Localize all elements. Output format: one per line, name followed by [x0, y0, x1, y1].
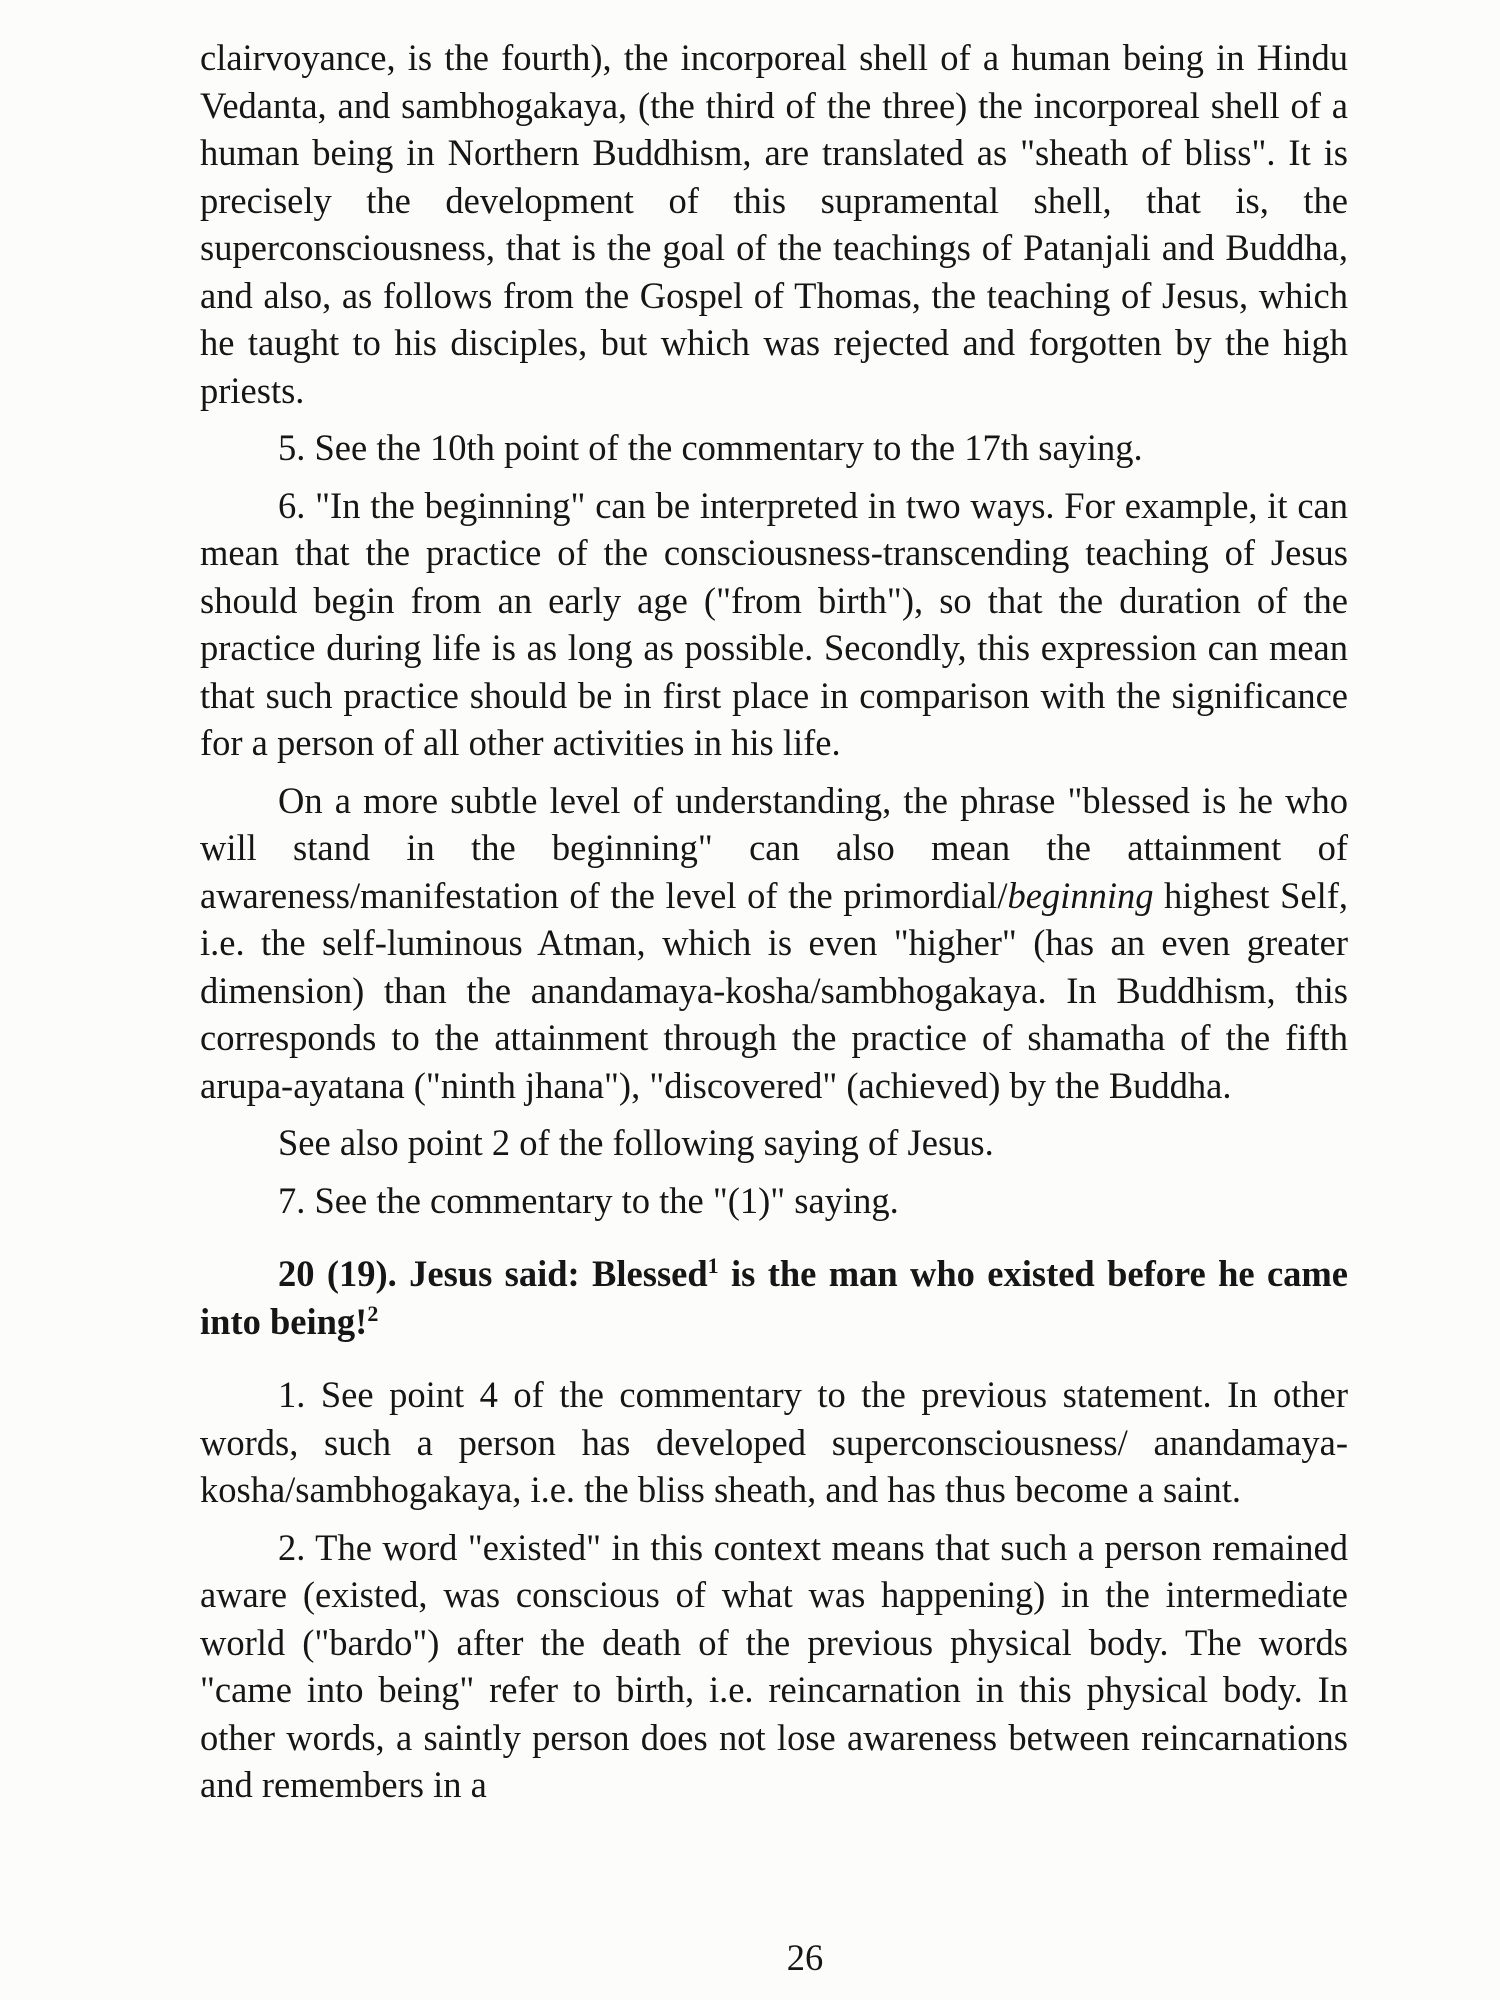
paragraph-continuation: clairvoyance, is the fourth), the incorporeal shell of a human being in Hindu Vedanta, and sambhogakaya, (the third of the three) the incorporeal shell of a human being in Northern Buddhism, are translated as "sheath of bliss". It is precisely the development of this supramental shell, that is, the superconsciousness, that is the goal of the teachings of Patanjali and Buddha, and also, as follows from the Gospel of Thomas, the teaching of Jesus, which he taught to his disciples, but which was rejected and forgotten by the high priests. — [200, 37, 1348, 411]
commentary-point-5: 5. See the 10th point of the commentary to the 17th saying. — [278, 427, 1143, 468]
footnote-ref-2: 2 — [367, 1300, 379, 1326]
italic-word-beginning: beginning — [1007, 874, 1154, 916]
see-also-note: See also point 2 of the following saying of Jesus. — [278, 1122, 994, 1163]
paragraph-subtle-level — [200, 777, 1348, 1110]
saying-heading — [200, 1250, 1348, 1345]
heading-text-part2: is the man who existed before he came into being! — [200, 1253, 1348, 1342]
paragraph-text-start: On a more subtle level of understanding, the phrase "blessed is he who will stand in the beginning" can also mean the attainment of awareness/manifestation of the level of the primordial/ — [200, 779, 1348, 916]
commentary-point-2: 2. The word "existed" in this context means that such a person remained aware (existed, was conscious of what was happening) in the intermediate world ("bardo") after the death of the previous physical body. The words "came into being" refer to birth, i.e. reincarnation in this physical body. In other words, a saintly person does not lose awareness between reincarnations and remembers in a — [200, 1526, 1348, 1805]
heading-text-part1: 20 (19). Jesus said: Blessed — [278, 1253, 708, 1294]
paragraph-text-end: highest Self, i.e. the self-luminous Atman, which is even "higher" (has an even greater dimension) than the anandamaya-kosha/sambhogakaya. In Buddhism, this corresponds to the attainment through the practice of shamatha of the fifth arupa-ayatana ("ninth jhana"), "discovered" (achieved) by the Buddha. — [200, 874, 1349, 1106]
commentary-point-1: 1. See point 4 of the commentary to the previous statement. In other words, such a person has developed superconsciousness/ anandamaya-kosha/sambhogakaya, i.e. the bliss sheath, and has thus become a saint. — [200, 1374, 1348, 1510]
commentary-point-7: 7. See the commentary to the "(1)" saying. — [278, 1179, 899, 1221]
page-number: 26 — [786, 1937, 824, 1978]
commentary-point-6: 6. "In the beginning" can be interpreted in two ways. For example, it can mean that the practice of the consciousness-transcending teaching of Jesus should begin from an early age ("from birth"), so that the duration of the practice during life is as long as possible. Secondly, this expression can mean that such practice should be in first place in comparison with the significance for a person of all other activities in his life. — [200, 484, 1348, 763]
footnote-ref-1: 1 — [707, 1252, 719, 1278]
page-body — [200, 34, 1348, 1809]
